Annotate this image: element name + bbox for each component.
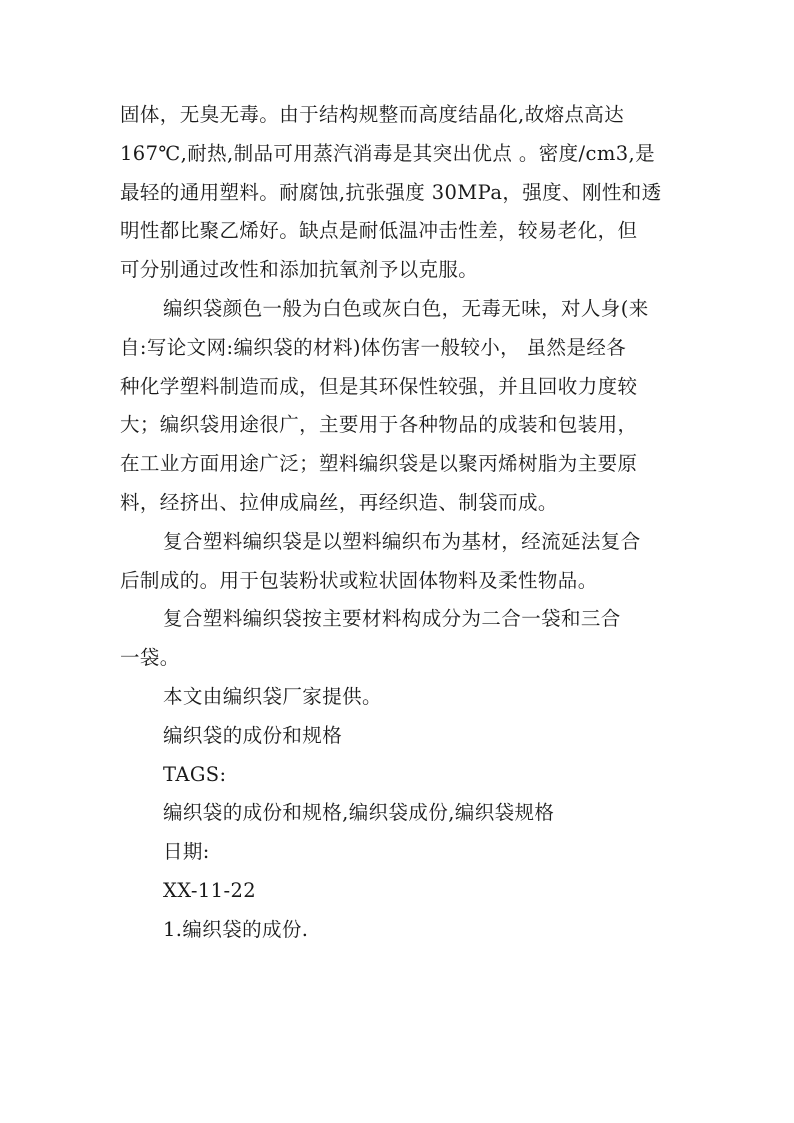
text-line: 可分别通过改性和添加抗氧剂予以克服。 — [120, 258, 479, 282]
text-line: 最轻的通用塑料。耐腐蚀,抗张强度 30MPa，强度、刚性和透 — [120, 180, 662, 204]
text-line: 编织袋的成份和规格,编织袋成份,编织袋规格 — [163, 801, 555, 825]
paragraph — [120, 717, 685, 756]
text-line: 编织袋颜色一般为白色或灰白色，无毒无味，对人身(来 — [163, 296, 649, 320]
text-line: 料，经挤出、拉伸成扁丝，再经织造、制袋而成。 — [120, 490, 558, 514]
paragraph — [120, 290, 685, 523]
text-line: 自:写论文网:编织袋的材料)体伤害一般较小， 虽然是经各 — [120, 335, 627, 359]
paragraph — [120, 756, 685, 795]
text-line: 1.编织袋的成份. — [163, 917, 309, 941]
paragraph — [120, 872, 685, 911]
text-line: 本文由编织袋厂家提供。 — [163, 684, 382, 708]
text-line: 在工业方面用途广泛；塑料编织袋是以聚丙烯树脂为主要原 — [120, 452, 638, 476]
paragraph — [120, 523, 685, 601]
paragraph — [120, 96, 685, 290]
text-line: 日期: — [163, 840, 210, 864]
text-line: 一袋。 — [120, 646, 180, 670]
text-line: 固体，无臭无毒。由于结构规整而高度结晶化,故熔点高达 — [120, 103, 625, 126]
paragraph — [120, 911, 685, 950]
text-line: TAGS: — [163, 762, 227, 786]
text-line: 编织袋的成份和规格 — [163, 723, 343, 747]
text-line: 明性都比聚乙烯好。缺点是耐低温冲击性差，较易老化，但 — [120, 219, 638, 243]
paragraph — [120, 794, 685, 833]
paragraph — [120, 600, 685, 678]
text-line: 后制成的。用于包装粉状或粒状固体物料及柔性物品。 — [120, 568, 598, 592]
document-body — [120, 96, 685, 950]
text-line: 种化学塑料制造而成，但是其环保性较强，并且回收力度较 — [120, 374, 638, 398]
text-line: 复合塑料编织袋是以塑料编织布为基材，经流延法复合 — [163, 529, 641, 553]
text-line: 复合塑料编织袋按主要材料构成分为二合一袋和三合 — [163, 607, 621, 631]
paragraph — [120, 678, 685, 717]
text-line: 167℃,耐热,制品可用蒸汽消毒是其突出优点 。密度/cm3,是 — [120, 141, 656, 165]
text-line: XX-11-22 — [163, 878, 257, 902]
paragraph — [120, 833, 685, 872]
text-line: 大；编织袋用途很广，主要用于各种物品的成装和包装用， — [120, 413, 638, 437]
